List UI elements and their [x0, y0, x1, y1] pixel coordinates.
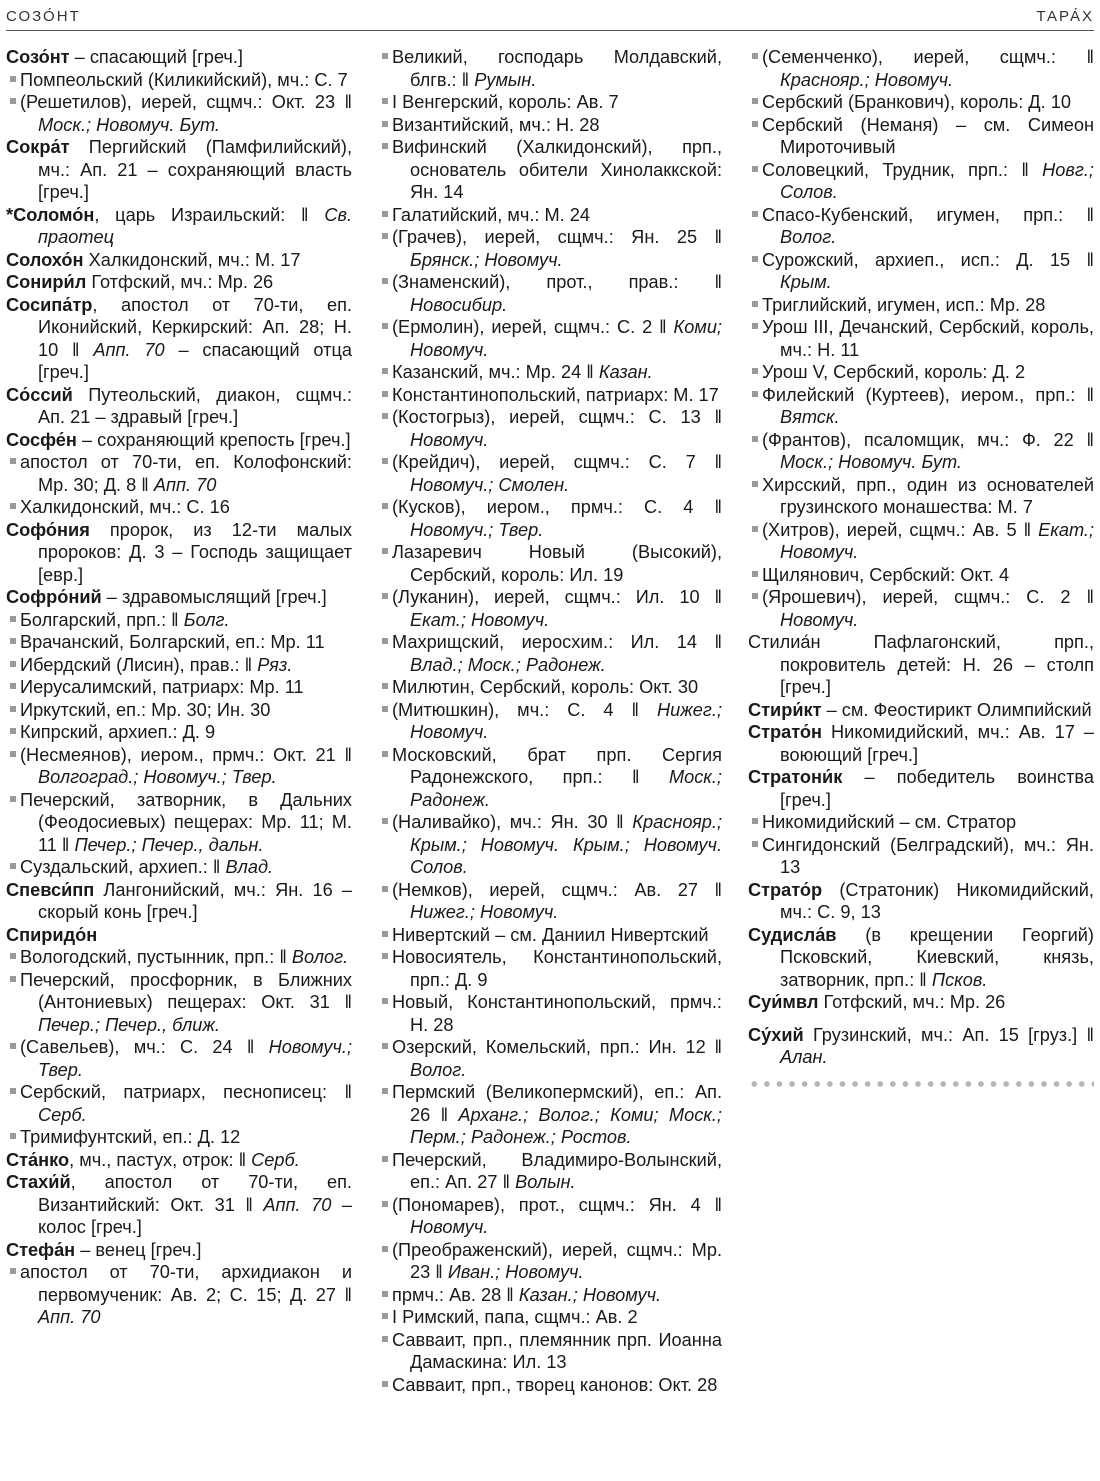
- entry-source: Апп. 70: [263, 1194, 332, 1215]
- entry-source: Апп. 70: [93, 339, 165, 360]
- entry-text: (Несмеянов), иером., прмч.: Окт. 21 ‖: [20, 744, 352, 765]
- entry-text: Печерский, Владимиро-Волынский, еп.: Ап. 27 ‖: [392, 1149, 722, 1192]
- dictionary-entry: [6, 271, 352, 294]
- entry-source: Печер.; Печер., ближ.: [38, 1014, 220, 1035]
- entry-headword: Спевси́пп: [6, 879, 95, 900]
- entry-headword: Судисла́в: [748, 924, 837, 945]
- entry-headword: Суи́мвл: [748, 992, 819, 1012]
- sub-entry: [378, 46, 722, 91]
- entry-text: – венец [греч.]: [75, 1239, 202, 1260]
- entry-source: Новомуч.; Твер.: [410, 519, 544, 540]
- entry-text: Лазаревич Новый (Высокий), Сербский, король: Ил. 19: [392, 542, 722, 585]
- entry-text: , апостол от 70-ти, еп. Иконийский, Керкирский: Ап. 28; Н. 10 ‖: [38, 294, 352, 360]
- entry-source: Серб.: [251, 1149, 300, 1170]
- entry-source: Моск.; Новомуч. Бут.: [38, 114, 220, 135]
- entry-text: Константинопольский, патриарх: М. 17: [392, 384, 719, 405]
- entry-text: (Немков), иерей, сщмч.: Ав. 27 ‖: [392, 879, 722, 900]
- entry-source: Серб.: [38, 1104, 87, 1125]
- sub-entry: [6, 654, 352, 677]
- sub-entry: [6, 721, 352, 744]
- entry-text: апостол от 70-ти, еп. Колофонский: Мр. 30; Д. 8 ‖: [20, 452, 352, 495]
- entry-text: Стилиа́н Пафлагонский, прп., покровитель детей: Н. 26 – столп [греч.]: [748, 632, 1094, 697]
- entry-text: (Ермолин), иерей, сщмч.: С. 2 ‖: [392, 317, 674, 337]
- entry-text: Щилянович, Сербский: Окт. 4: [762, 564, 1010, 585]
- entry-source: Казан.; Новомуч.: [518, 1284, 662, 1305]
- sub-entry: [6, 789, 352, 857]
- entry-source: Влад.; Моск.; Радонеж.: [410, 654, 606, 675]
- sub-entry: [6, 451, 352, 496]
- entry-source: Коми; Новомуч.: [410, 317, 722, 360]
- entry-headword: Сокра́т: [6, 137, 70, 157]
- entry-text: (Луканин), иерей, сщмч.: Ил. 10 ‖: [392, 587, 722, 607]
- entry-text: Хирсский, прп., один из основателей грузинского монашества: М. 7: [762, 474, 1094, 517]
- entry-text: Печерский, затворник, в Дальних (Феодосиевых) пещерах: Мр. 11; М. 11 ‖: [20, 789, 352, 855]
- entry-source: Вятск.: [780, 407, 840, 427]
- dictionary-entry: [6, 879, 352, 924]
- sub-entry: [748, 834, 1094, 879]
- sub-entry: [378, 384, 722, 407]
- sub-entry: [748, 46, 1094, 91]
- sub-entry: [378, 1284, 722, 1307]
- sub-entry: [378, 1329, 722, 1374]
- entry-source: Брянск.; Новомуч.: [410, 249, 563, 270]
- sub-entry: [378, 114, 722, 137]
- entry-text: Печерский, просфорник, в Ближних (Антониевых) пещерах: Окт. 31 ‖: [20, 969, 352, 1012]
- entry-headword: *Соломо́н: [6, 204, 95, 225]
- entry-text: (Хитров), иерей, сщмч.: Ав. 5 ‖: [762, 519, 1039, 540]
- entry-text: Московский, брат прп. Сергия Радонежского, прп.: ‖: [392, 744, 722, 787]
- sub-entry: [378, 1374, 722, 1397]
- entry-source: Новг.; Солов.: [780, 159, 1094, 202]
- entry-source: Апп. 70: [153, 474, 217, 495]
- sub-entry: [748, 586, 1094, 631]
- column-2: [378, 46, 722, 1396]
- entry-text: Филейский (Куртеев), иером., прп.: ‖: [762, 384, 1094, 405]
- sub-entry: [6, 699, 352, 722]
- sub-entry: [378, 406, 722, 451]
- entry-text: Галатийский, мч.: М. 24: [392, 204, 591, 225]
- entry-text: (Семенченко), иерей, сщмч.: ‖: [762, 47, 1094, 67]
- entry-text: Помпеольский (Киликийский), мч.: С. 7: [20, 69, 348, 90]
- sub-entry: [378, 744, 722, 812]
- entry-text: – см. Феостирикт Олимпийский: [821, 699, 1092, 720]
- entry-text: Сурожский, архиеп., исп.: Д. 15 ‖: [762, 249, 1094, 270]
- sub-entry: [748, 564, 1094, 587]
- column-1: [6, 46, 352, 1329]
- sub-entry: [378, 946, 722, 991]
- entry-text: Урош V, Сербский, король: Д. 2: [762, 362, 1026, 382]
- sub-entry: [378, 1036, 722, 1081]
- sub-entry: [748, 159, 1094, 204]
- entry-source: Нижег.; Новомуч.: [410, 902, 559, 922]
- dictionary-entry: [748, 631, 1094, 699]
- sub-entry: [6, 676, 352, 699]
- entry-text: Готфский, мч.: Мр. 26: [86, 272, 274, 292]
- sub-entry: [6, 969, 352, 1037]
- entry-source: Новомуч.: [410, 429, 489, 450]
- sub-entry: [748, 91, 1094, 114]
- entry-text: , апостол от 70-ти, еп. Византийский: Окт. 31 ‖: [38, 1172, 352, 1215]
- entry-headword: Ста́нко: [6, 1149, 70, 1170]
- entry-source: Екат.; Новомуч.: [780, 519, 1094, 562]
- entry-text: – сохраняющий крепость [греч.]: [76, 429, 351, 450]
- entry-text: – здравомыслящий [греч.]: [101, 587, 327, 607]
- sub-entry: [378, 496, 722, 541]
- sub-entry: [6, 496, 352, 519]
- entry-text: Сербский (Бранкович), король: Д. 10: [762, 92, 1071, 112]
- dictionary-entry: [748, 879, 1094, 924]
- entry-text: Ибердский (Лисин), прав.: ‖: [20, 654, 258, 675]
- entry-text: (Грачев), иерей, сщмч.: Ян. 25 ‖: [392, 227, 722, 247]
- sub-entry: [6, 1081, 352, 1126]
- entry-text: (Савельев), мч.: С. 24 ‖: [20, 1037, 269, 1057]
- entry-headword: Сонири́л: [6, 272, 87, 292]
- dictionary-entry: [6, 519, 352, 587]
- entry-source: Влад.: [225, 857, 274, 877]
- entry-text: Иерусалимский, патриарх: Мр. 11: [20, 677, 304, 697]
- sub-entry: [378, 316, 722, 361]
- sub-entry: [748, 316, 1094, 361]
- entry-source: Волог.: [291, 947, 349, 967]
- dictionary-entry: [6, 1149, 352, 1172]
- entry-text: Суздальский, архиеп.: ‖: [20, 857, 226, 877]
- entry-text: Спасо-Кубенский, игумен, прп.: ‖: [762, 204, 1094, 225]
- entry-headword: Страто́р: [748, 879, 823, 900]
- entry-source: Болг.: [183, 609, 230, 630]
- sub-entry: [748, 204, 1094, 249]
- entry-source: Волгоград.; Новомуч.; Твер.: [38, 767, 277, 787]
- sub-entry: [6, 1126, 352, 1149]
- sub-entry: [378, 91, 722, 114]
- entry-text: Милютин, Сербский, король: Окт. 30: [392, 677, 699, 697]
- sub-entry: [378, 136, 722, 204]
- sub-entry: [748, 384, 1094, 429]
- entry-text: (Кусков), иером., прмч.: С. 4 ‖: [392, 497, 722, 517]
- entry-text: Сербский (Неманя) – см. Симеон Мироточивый: [762, 114, 1094, 157]
- entry-headword: Стефа́н: [6, 1239, 76, 1260]
- sub-entry: [378, 1081, 722, 1149]
- sub-entry: [378, 879, 722, 924]
- entry-text: Никомидийский, мч.: Ав. 17 – воюющий [греч.]: [780, 722, 1094, 765]
- sub-entry: [378, 1239, 722, 1284]
- entry-source: Алан.: [780, 1047, 828, 1067]
- sub-entry: [748, 474, 1094, 519]
- dictionary-entry: [748, 991, 1094, 1014]
- entry-text: Врачанский, Болгарский, еп.: Мр. 11: [20, 632, 325, 652]
- entry-source: Крым.: [780, 272, 832, 292]
- entry-text: (Пономарев), прот., сщмч.: Ян. 4 ‖: [392, 1194, 722, 1215]
- sub-entry: [378, 991, 722, 1036]
- entry-text: Озерский, Комельский, прп.: Ин. 12 ‖: [392, 1037, 722, 1057]
- entry-text: – победитель воинства [греч.]: [780, 767, 1094, 810]
- entry-headword: Софро́ний: [6, 587, 102, 607]
- sub-entry: [378, 586, 722, 631]
- entry-source: Св. праотец: [38, 204, 352, 247]
- entry-source: Румын.: [474, 69, 537, 90]
- entry-source: Новомуч.; Смолен.: [410, 474, 570, 495]
- sub-entry: [378, 541, 722, 586]
- entry-headword: Стахи́й: [6, 1172, 71, 1192]
- entry-headword: Страто́н: [748, 722, 823, 742]
- entry-text: Кипрский, архиеп.: Д. 9: [20, 722, 216, 742]
- entry-headword: Сосфе́н: [6, 429, 77, 450]
- entry-headword: Стири́кт: [748, 699, 822, 720]
- entry-text: (Митюшкин), мч.: С. 4 ‖: [392, 699, 658, 720]
- header-last-word: ТАРА́Х: [1036, 8, 1094, 25]
- entry-text: (в крещении Георгий) Псковский, Киевский, князь, затворник, прп.: ‖: [780, 924, 1094, 990]
- dictionary-entry: [6, 294, 352, 384]
- sub-entry: [748, 361, 1094, 384]
- entry-source: Ряз.: [257, 654, 293, 675]
- entry-text: Пермский (Великопермский), еп.: Ап. 26 ‖: [392, 1082, 722, 1125]
- entry-source: Печер.; Печер., дальн.: [74, 834, 264, 855]
- sub-entry: [748, 429, 1094, 474]
- entry-text: Лангонийский, мч.: Ян. 16 – скорый конь [греч.]: [38, 879, 352, 922]
- entry-headword: Софо́ния: [6, 519, 90, 540]
- entry-text: Триглийский, игумен, исп.: Мр. 28: [762, 294, 1046, 315]
- entry-text: пророк, из 12-ти малых пророков: Д. 3 – Господь защищает [евр.]: [38, 519, 352, 585]
- entry-text: (Стратоник) Никомидийский, мч.: С. 9, 13: [780, 879, 1094, 922]
- sub-entry: [378, 811, 722, 879]
- dictionary-entry: [748, 699, 1094, 722]
- entry-text: Вифинский (Халкидонский), прп., основатель обители Хинолаккской: Ян. 14: [392, 137, 722, 202]
- sub-entry: [378, 226, 722, 271]
- entry-text: , царь Израильский: ‖: [94, 204, 325, 225]
- dictionary-entry: [6, 204, 352, 249]
- entry-text: Тримифунтский, еп.: Д. 12: [20, 1127, 241, 1147]
- sub-entry: [6, 609, 352, 632]
- entry-text: Урош III, Дечанский, Сербский, король, мч.: Н. 11: [762, 317, 1094, 360]
- entry-text: (Решетилов), иерей, сщмч.: Окт. 23 ‖: [20, 92, 352, 112]
- entry-text: I Венгерский, король: Ав. 7: [392, 92, 619, 112]
- sub-entry: [378, 699, 722, 744]
- sub-entry: [6, 91, 352, 136]
- dictionary-entry: [6, 1239, 352, 1262]
- entry-headword: Со́ссий: [6, 384, 73, 405]
- entry-headword: Сосипа́тр: [6, 294, 93, 315]
- entry-text: (Наливайко), мч.: Ян. 30 ‖: [392, 812, 633, 832]
- entry-text-tail: – колос [греч.]: [38, 1194, 353, 1237]
- entry-text: Савваит, прп., творец канонов: Окт. 28: [392, 1374, 718, 1395]
- sub-entry: [6, 69, 352, 92]
- running-header: [6, 4, 1094, 31]
- entry-source: Новомуч.; Твер.: [38, 1037, 352, 1080]
- dictionary-entry: [6, 136, 352, 204]
- dictionary-entry: [748, 721, 1094, 766]
- sub-entry: [6, 1036, 352, 1081]
- entry-source: Новомуч.: [780, 609, 859, 630]
- entry-text: , мч., пастух, отрок: ‖: [69, 1149, 252, 1170]
- sub-entry: [6, 631, 352, 654]
- sub-entry: [748, 519, 1094, 564]
- entry-headword: Спиридо́н: [6, 924, 98, 945]
- entry-text: (Костогрыз), иерей, сщмч.: С. 13 ‖: [392, 407, 722, 427]
- entry-text: Савваит, прп., племянник прп. Иоанна Дамаскина: Ил. 13: [392, 1329, 722, 1372]
- entry-text: Соловецкий, Трудник, прп.: ‖: [762, 159, 1043, 180]
- entry-source: Краснояр.; Новомуч.: [780, 69, 954, 90]
- entry-source: Екат.; Новомуч.: [410, 609, 550, 630]
- entry-text: (Ярошевич), иерей, сщмч.: С. 2 ‖: [762, 587, 1094, 607]
- entry-text: апостол от 70-ти, архидиакон и первомученик: Ав. 2; С. 15; Д. 27 ‖: [20, 1262, 352, 1305]
- dictionary-entry: [748, 924, 1094, 992]
- sub-entry: [748, 811, 1094, 834]
- entry-source: Волын.: [515, 1172, 576, 1192]
- sub-entry: [378, 1194, 722, 1239]
- entry-text: – спасающий [греч.]: [69, 47, 243, 67]
- sub-entry: [748, 249, 1094, 294]
- entry-text: Сингидонский (Белградский), мч.: Ян. 13: [762, 834, 1094, 877]
- entry-headword: Су́хий: [748, 1024, 804, 1045]
- dictionary-entry: [6, 924, 352, 947]
- dictionary-entry: [748, 1024, 1094, 1069]
- entry-text: Путеольский, диакон, сщмч.: Ап. 21 – здравый [греч.]: [38, 384, 352, 427]
- sub-entry: [748, 294, 1094, 317]
- dotted-end-rule: [748, 1079, 1094, 1089]
- entry-text: Грузинский, мч.: Ап. 15 [груз.] ‖: [803, 1024, 1094, 1045]
- entry-text: (Крейдич), иерей, сщмч.: С. 7 ‖: [392, 452, 722, 472]
- entry-text: (Франтов), псаломщик, мч.: Ф. 22 ‖: [762, 429, 1094, 450]
- entry-text: (Преображенский), иерей, сщмч.: Мр. 23 ‖: [392, 1239, 722, 1282]
- entry-text: Нивертский – см. Даниил Нивертский: [392, 924, 709, 945]
- entry-text: Новосиятель, Константинопольский, прп.: Д. 9: [392, 947, 722, 990]
- entry-source: Волог.: [780, 227, 837, 247]
- entry-headword: Созо́нт: [6, 47, 70, 67]
- sub-entry: [378, 676, 722, 699]
- sub-entry: [6, 1261, 352, 1329]
- sub-entry: [748, 114, 1094, 159]
- column-3: [748, 46, 1094, 1089]
- entry-source: Казан.: [598, 362, 653, 382]
- entry-text: Халкидонский, мч.: М. 17: [83, 249, 301, 270]
- entry-source: Новомуч.: [410, 1217, 489, 1237]
- dictionary-entry: [6, 429, 352, 452]
- entry-headword: Солохо́н: [6, 249, 84, 270]
- entry-source: Нижег.; Новомуч.: [410, 699, 722, 742]
- sub-entry: [378, 631, 722, 676]
- entry-text: Новый, Константинопольский, прмч.: Н. 28: [392, 992, 722, 1035]
- spacer: [748, 1014, 1094, 1024]
- sub-entry: [378, 204, 722, 227]
- sub-entry: [378, 271, 722, 316]
- entry-text: Пергийский (Памфилийский), мч.: Ап. 21 – сохраняющий власть [греч.]: [38, 137, 352, 202]
- dictionary-entry: [6, 46, 352, 69]
- dictionary-entry: [6, 249, 352, 272]
- entry-text: Готфский, мч.: Мр. 26: [818, 992, 1006, 1012]
- sub-entry: [378, 361, 722, 384]
- entry-source: Новосибир.: [410, 294, 508, 315]
- entry-headword: Стратони́к: [748, 767, 843, 787]
- entry-source: Моск.; Радонеж.: [410, 767, 722, 810]
- entry-text: Византийский, мч.: Н. 28: [392, 114, 600, 135]
- entry-text: Халкидонский, мч.: С. 16: [20, 497, 230, 517]
- entry-text: Великий, господарь Молдавский, блгв.: ‖: [392, 47, 722, 90]
- sub-entry: [6, 744, 352, 789]
- entry-text: Сербский, патриарх, песнописец: ‖: [20, 1082, 352, 1102]
- entry-text: прмч.: Ав. 28 ‖: [392, 1284, 519, 1305]
- entry-source: Иван.; Новомуч.: [447, 1262, 584, 1282]
- entry-text: Болгарский, прп.: ‖: [20, 609, 184, 630]
- dictionary-entry: [6, 1171, 352, 1239]
- entry-source: Арханг.; Волог.; Коми; Моск.; Перм.; Радонеж.; Ростов.: [410, 1104, 722, 1147]
- entry-source: Моск.; Новомуч. Бут.: [780, 452, 962, 472]
- entry-source: Апп. 70: [38, 1307, 101, 1327]
- sub-entry: [378, 1149, 722, 1194]
- entry-source: Псков.: [931, 969, 988, 990]
- dictionary-entry: [748, 766, 1094, 811]
- sub-entry: [378, 451, 722, 496]
- dictionary-entry: [6, 384, 352, 429]
- entry-text: Вологодский, пустынник, прп.: ‖: [20, 947, 292, 967]
- dictionary-entry: [6, 586, 352, 609]
- entry-text: Иркутский, еп.: Мр. 30; Ин. 30: [20, 699, 271, 720]
- entry-text: Никомидийский – см. Стратор: [762, 812, 1017, 832]
- sub-entry: [6, 856, 352, 879]
- entry-source: Волог.: [410, 1059, 467, 1080]
- entry-source: Краснояр.; Крым.; Новомуч. Крым.; Новомуч. Солов.: [410, 812, 722, 877]
- entry-text: (Знаменский), прот., прав.: ‖: [392, 272, 722, 292]
- entry-text-tail: – спасающий отца [греч.]: [38, 339, 353, 382]
- sub-entry: [378, 924, 722, 947]
- sub-entry: [378, 1306, 722, 1329]
- header-first-word: СОЗО́НТ: [6, 8, 81, 25]
- sub-entry: [6, 946, 352, 969]
- entry-text: Казанский, мч.: Мр. 24 ‖: [392, 362, 599, 382]
- entry-text: I Римский, папа, сщмч.: Ав. 2: [392, 1307, 638, 1327]
- entry-text: Махрищский, иеросхим.: Ил. 14 ‖: [392, 632, 722, 652]
